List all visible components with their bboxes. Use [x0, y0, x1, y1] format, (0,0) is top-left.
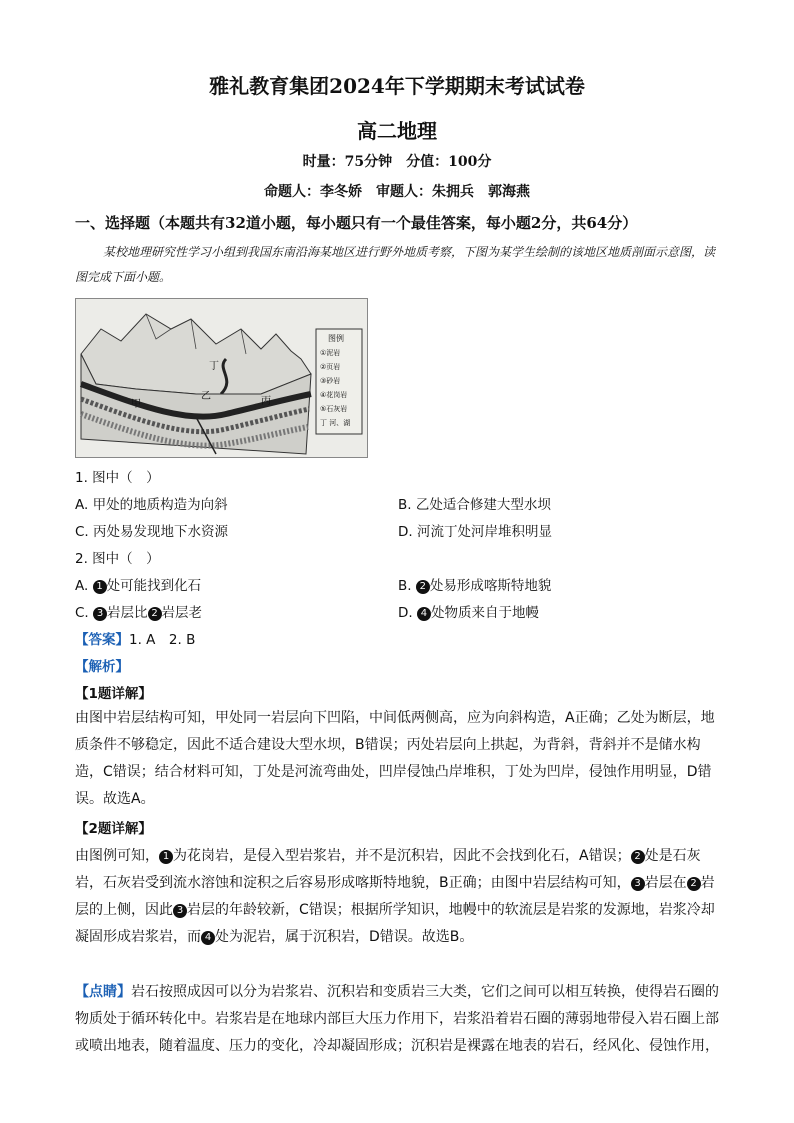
- answer-value: 1. A 2. B: [129, 632, 196, 648]
- legend-item: ③砂岩: [320, 377, 341, 385]
- figure-label-yi: 乙: [201, 391, 211, 402]
- figure-label-jia: 甲: [131, 399, 141, 410]
- q2-option-c: C. 3 岩层比 2 岩层老: [75, 605, 203, 621]
- q1-option-d: D. 河流丁处河岸堆积明显: [398, 524, 552, 540]
- time-score-line: 时量：75分钟 分值：100分: [302, 154, 492, 170]
- figure-label-ding: 丁: [209, 361, 219, 372]
- q1-option-b: B. 乙处适合修建大型水坝: [398, 497, 551, 513]
- exam-title: 雅礼教育集团2024年下学期期末考试试卷: [209, 74, 585, 98]
- legend-item: ①泥岩: [320, 349, 341, 357]
- cross-section-illustration: [76, 299, 367, 457]
- detail2-text: 由图例可知， 1 为花岗岩，是侵入型岩浆岩，并不是沉积岩，因此不会找到化石，A错误； 2 处是石灰岩，石灰岩受到流水溶蚀和淀积之后容易形成喀斯特地貌，B正确；由图中岩层结构可知， 3 岩层在 2 岩层的上侧，因此 3 岩层的年龄较新，C错误；根据所学知识，地幔中的软流层是岩浆的发源地，岩浆冷却 凝固形成岩浆岩，而 4 处为泥岩，属于沉积岩，D错误。故选B。: [75, 848, 715, 945]
- exam-subject: 高二地理: [357, 119, 437, 143]
- authors-line: 命题人：李冬娇 审题人：朱拥兵 郭海燕: [264, 184, 530, 200]
- legend-item: ⑤石灰岩: [320, 405, 348, 413]
- q2-option-a: A. 1 处可能找到化石: [75, 578, 202, 594]
- q1-option-a: A. 甲处的地质构造为向斜: [75, 497, 228, 513]
- legend-item: 丁 河、湖: [320, 419, 351, 427]
- q2-option-d: D. 4 处物质来自于地幔: [398, 605, 539, 621]
- q2-option-b: B. 2 处易形成喀斯特地貌: [398, 578, 552, 594]
- answer-line: [75, 628, 195, 648]
- tip-label: 【点睛】: [75, 984, 131, 1000]
- answer-label: 【答案】: [75, 632, 129, 648]
- figure-label-bing: 丙: [261, 396, 271, 407]
- legend-title: 图例: [328, 334, 344, 343]
- tip-text: 【点睛】岩石按照成因可以分为岩浆岩、沉积岩和变质岩三大类，它们之间可以相互转换，使得岩石圈的物质处于循环转化中。岩浆岩是在地球内部巨大压力作用下，岩浆沿着岩石圈的薄弱地带侵入岩石圈上部或喷出地表，随着温度、压力的变化，冷却凝固形成；沉积岩是裸露在地表的岩石，经风化、侵蚀作用，: [75, 984, 719, 1054]
- question-intro: 某校地理研究性学习小组到我国东南沿海某地区进行野外地质考察，下图为某学生绘制的该地区地质剖面示意图，读图完成下面小题。: [75, 245, 716, 284]
- q1-option-c: C. 丙处易发现地下水资源: [75, 524, 229, 540]
- detail1-text: 由图中岩层结构可知，甲处同一岩层向下凹陷，中间低两侧高，应为向斜构造，A正确；乙处为断层，地质条件不够稳定，因此不适合建设大型水坝，B错误；丙处岩层向上拱起，为背斜，背斜并不是储水构造，C错误；结合材料可知，丁处是河流弯曲处，凹岸侵蚀凸岸堆积，丁处为凹岸，侵蚀作用明显，D错误。故选A。: [75, 710, 715, 807]
- geology-cross-section-figure: [75, 298, 368, 458]
- detail1-label: 【1题详解】: [75, 686, 152, 702]
- section-heading: 一、选择题（本题共有32道小题，每小题只有一个最佳答案，每小题2分，共64分）: [75, 214, 638, 232]
- analysis-label: 【解析】: [75, 659, 129, 675]
- legend-item: ②页岩: [320, 363, 341, 371]
- q2-stem: 2. 图中（ ）: [75, 551, 160, 567]
- detail2-label: 【2题详解】: [75, 821, 152, 837]
- legend-item: ④花岗岩: [320, 391, 348, 399]
- q1-stem: 1. 图中（ ）: [75, 470, 160, 486]
